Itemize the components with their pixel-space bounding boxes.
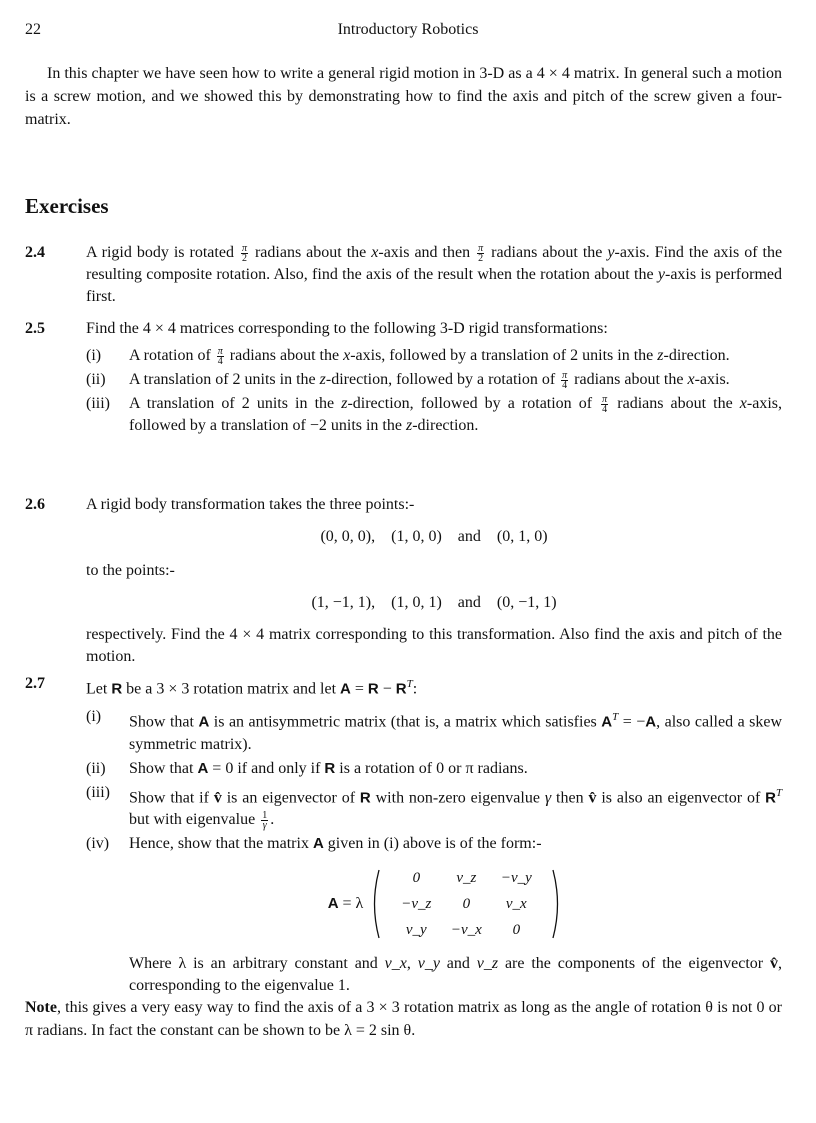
text: A rotation of [129, 347, 211, 364]
points-target: (1, −1, 1), (1, 0, 1) and (0, −1, 1) [311, 594, 557, 611]
superscript: T [406, 678, 413, 690]
frac-den: 2 [478, 252, 484, 264]
matrix-symbol: A [327, 894, 339, 912]
text: -axis. [694, 371, 730, 388]
fraction [261, 811, 268, 830]
text: -direction, followed by a rotation of [347, 395, 593, 412]
matrix-symbol: A [645, 713, 657, 731]
math-var: z [319, 371, 326, 388]
note-text: , this gives a very easy way to find the axis of a 3 × 3 rotation matrix as long as the angle of rotation θ is not 0 or π radians. In fact the constant can be shown to be λ = 2 sin θ. [25, 999, 783, 1039]
right-paren-icon [551, 868, 563, 940]
text: − [382, 680, 392, 698]
matrix-grid [381, 863, 551, 945]
exercise-body [86, 242, 782, 308]
superscript: T [775, 786, 783, 799]
math-var: γ [544, 788, 552, 806]
exercise-body [86, 673, 782, 997]
frac-den: 2 [241, 252, 247, 264]
exercise-2-4 [25, 242, 782, 308]
frac-den: 4 [602, 403, 608, 415]
text: . [270, 810, 275, 828]
text: with non-zero eigenvalue [375, 788, 540, 806]
matrix-symbol: R [367, 680, 379, 698]
math-var: y [607, 244, 615, 261]
fraction [561, 371, 568, 390]
text: -axis, followed by a translation of −2 units in the [129, 395, 783, 434]
text: = λ [342, 894, 364, 912]
math-var: z [657, 347, 664, 364]
text: respectively. Find the 4 × 4 matrix corresponding to this transformation. Also find the axis and pitch of the motion. [86, 626, 782, 665]
running-title: Introductory Robotics [337, 21, 479, 38]
math-var: x [687, 371, 695, 388]
roman-numeral: (iii) [86, 783, 110, 801]
sub-item-iii [86, 393, 782, 437]
matrix-entry: −v_y [500, 869, 532, 886]
text: given in (i) above is of the form:- [327, 834, 542, 852]
roman-numeral: (iii) [86, 395, 110, 412]
exercises-heading: Exercises [25, 194, 109, 218]
roman-numeral: (i) [86, 347, 102, 364]
sub-item-iv [86, 833, 782, 997]
text: -direction. [412, 417, 479, 434]
text: is also an eigenvector of [601, 788, 761, 806]
matrix-symbol: A [601, 713, 613, 731]
matrix-entry: v_z [456, 869, 477, 886]
exercise-number: 2.7 [25, 675, 45, 692]
text: Where λ is an arbitrary constant and [129, 954, 378, 972]
text: -axis is performed first. [86, 266, 782, 305]
matrix-symbol: R [111, 680, 123, 698]
roman-numeral: (iv) [86, 834, 110, 852]
text: but with eigenvalue [129, 810, 256, 828]
frac-num: 1 [262, 809, 268, 821]
text: Show that [129, 713, 194, 731]
frac-num: π [602, 393, 608, 405]
frac-num: π [217, 345, 223, 357]
superscript: T [612, 711, 619, 724]
exercise-body [86, 318, 782, 437]
roman-numeral: (i) [86, 708, 102, 726]
matrix-symbol: R [395, 680, 407, 698]
matrix-entry: 0 [462, 895, 471, 912]
fraction [241, 244, 248, 263]
text: = − [622, 713, 646, 731]
matrix-entry: −v_x [450, 921, 482, 938]
math-var: z [405, 417, 413, 434]
exercise-lead: Find the 4 × 4 matrices corresponding to the following 3-D rigid transformations: [86, 320, 608, 337]
text: -direction. [663, 347, 730, 364]
text: : [412, 680, 418, 698]
matrix-symbol: R [765, 788, 776, 806]
frac-num: π [241, 242, 247, 254]
text: radians about the [229, 347, 340, 364]
math-var: v_z [476, 954, 499, 972]
where-clause [129, 953, 782, 997]
matrix-symbol: A [312, 834, 324, 852]
matrix-entry: 0 [512, 921, 521, 938]
text: , corresponding to the eigenvalue 1. [129, 954, 782, 994]
left-paren-icon [369, 868, 381, 940]
exercise-number: 2.5 [25, 320, 45, 337]
text: -direction, followed by a rotation of [325, 371, 556, 388]
text: and [446, 954, 470, 972]
intro-paragraph: In this chapter we have seen how to write a general rigid motion in 3-D as a 4 × 4 matrix. In general such a motion is a screw motion, and we showed this by demonstrating how to find the axis and pitch of the screw given a four-matrix. [25, 65, 782, 128]
text: then [556, 788, 584, 806]
text: -axis, followed by a translation of 2 units in the [350, 347, 654, 364]
exercise-lead [86, 673, 782, 700]
text: Hence, show that the matrix [129, 834, 309, 852]
roman-numeral: (ii) [86, 759, 106, 777]
text: -axis and then [378, 244, 471, 261]
text: Let [86, 680, 108, 698]
sub-item-ii [86, 758, 782, 780]
text: is an eigenvector of [226, 788, 356, 806]
matrix-entry: −v_z [401, 895, 432, 912]
fraction [601, 395, 608, 414]
exercise-lead: A rigid body transformation takes the three points:- [86, 496, 415, 513]
math-var: z [341, 395, 348, 412]
page-number: 22 [25, 21, 41, 38]
text: , also called a skew symmetric matrix). [129, 713, 783, 753]
sub-item-i [86, 345, 782, 367]
math-var: x [739, 395, 747, 412]
matrix-entry: v_x [505, 895, 527, 912]
text: be a 3 × 3 rotation matrix and let [126, 680, 337, 698]
note-label: Note [25, 999, 57, 1016]
text: is a rotation of 0 or π radians. [339, 759, 528, 777]
math-var: v_y [417, 954, 440, 972]
vector-symbol: v̂ [213, 788, 222, 806]
points-source: (0, 0, 0), (1, 0, 0) and (0, 1, 0) [320, 528, 548, 545]
text: Show that [129, 759, 194, 777]
frac-den: 4 [562, 379, 568, 391]
fraction [217, 347, 224, 366]
text: radians about the [254, 244, 367, 261]
frac-num: π [478, 242, 484, 254]
note-paragraph [25, 996, 782, 1042]
matrix-entry: v_y [405, 921, 427, 938]
fraction [477, 244, 484, 263]
matrix-symbol: R [359, 788, 371, 806]
math-var: v_x [384, 954, 407, 972]
vector-symbol: v̂ [770, 954, 778, 972]
text: A translation of 2 units in the [129, 395, 335, 412]
text: Show that if [129, 788, 209, 806]
vector-symbol: v̂ [588, 788, 597, 806]
matrix-symbol: A [340, 680, 351, 698]
sub-item-i [86, 706, 782, 755]
text: is an antisymmetric matrix (that is, a matrix which satisfies [213, 713, 597, 731]
matrix-symbol: R [324, 759, 336, 777]
equation-lhs [328, 893, 364, 915]
text: to the points:- [86, 562, 175, 579]
exercise-number: 2.6 [25, 496, 45, 513]
math-var: y [657, 266, 665, 283]
matrix-symbol: A [197, 759, 209, 777]
roman-numeral: (ii) [86, 371, 106, 388]
text: = 0 if and only if [212, 759, 321, 777]
sub-item-iii [86, 782, 782, 831]
exercise-2-7 [25, 673, 782, 997]
text: radians about the [617, 395, 733, 412]
exercise-body [86, 494, 782, 668]
text: radians about the [574, 371, 684, 388]
exercise-2-5 [25, 318, 782, 437]
text: radians about the [491, 244, 603, 261]
text: are the components of the eigenvector [504, 954, 764, 972]
text: = [354, 680, 364, 698]
text: -axis. Find the axis of the resulting composite rotation. Also, find the axis of the result when the rotation about the [86, 244, 783, 283]
text: A translation of 2 units in the [129, 371, 316, 388]
frac-den: γ [262, 819, 267, 831]
sub-item-ii [86, 369, 782, 391]
frac-den: 4 [217, 355, 223, 367]
math-var: x [343, 347, 351, 364]
matrix-equation [109, 863, 782, 945]
text: , [406, 954, 411, 972]
frac-num: π [562, 369, 568, 381]
text: A rigid body is rotated [86, 244, 234, 261]
exercise-2-6 [25, 494, 782, 668]
exercise-number: 2.4 [25, 244, 45, 261]
matrix-entry: 0 [412, 869, 421, 886]
matrix-symbol: A [198, 713, 210, 731]
math-var: x [371, 244, 379, 261]
